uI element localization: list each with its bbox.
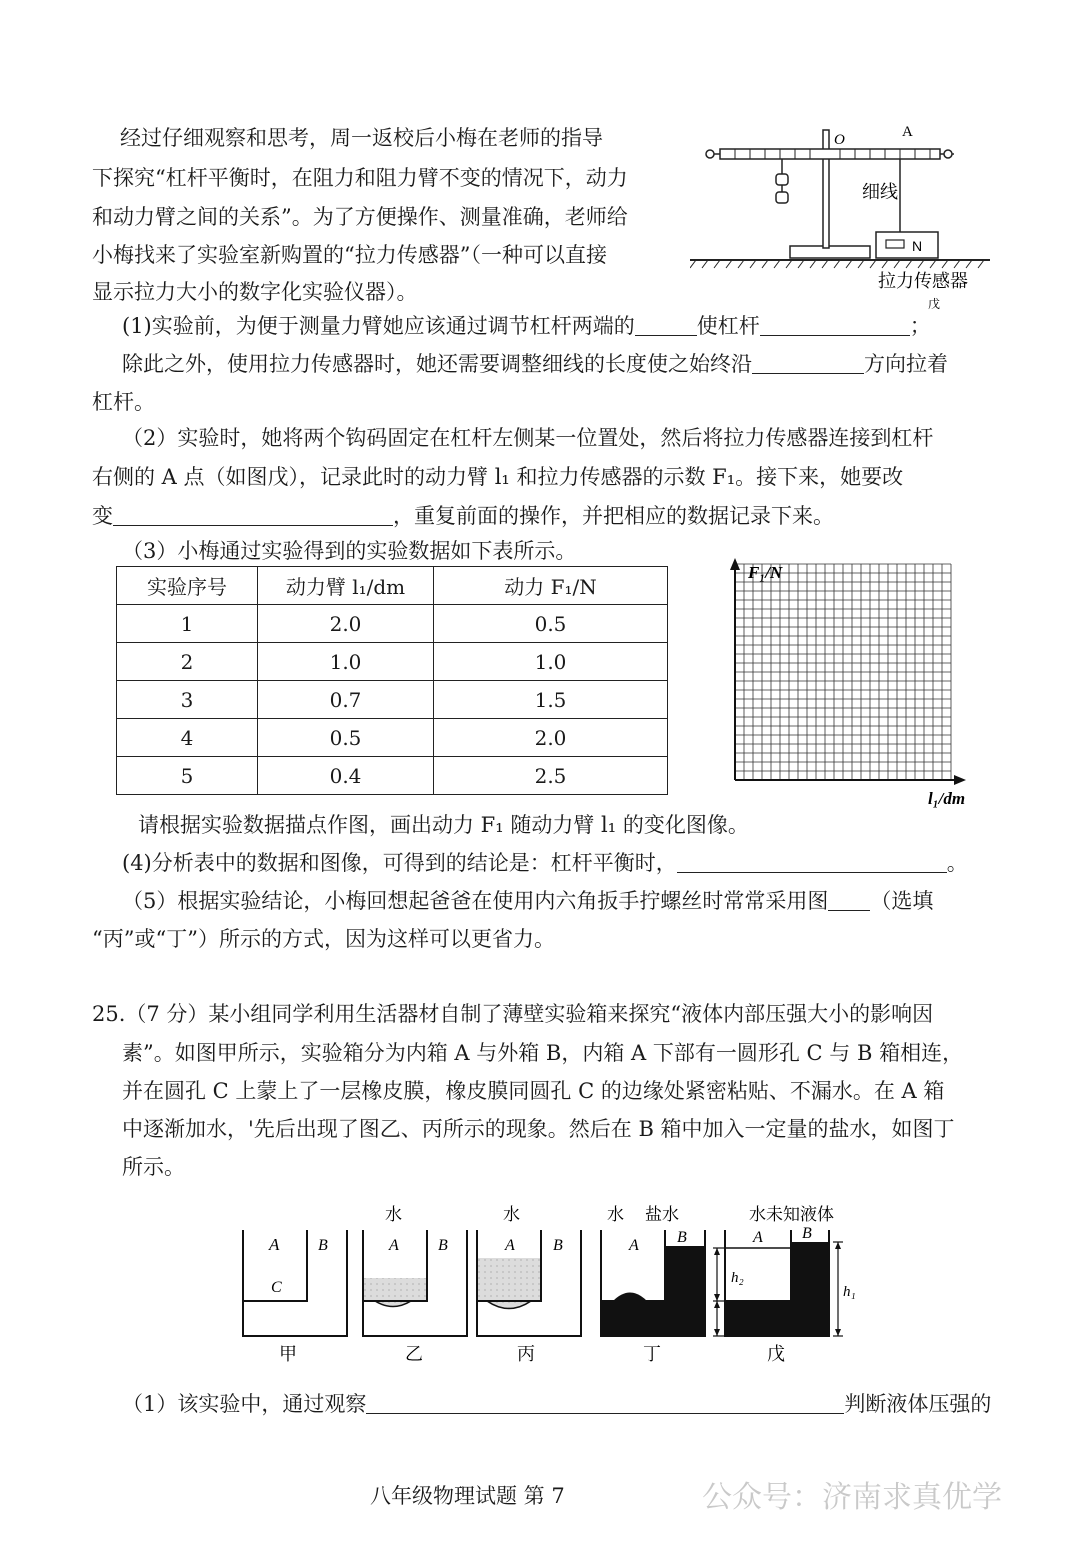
- table-cell: 0.5: [258, 719, 434, 757]
- tank-caption: 戊: [767, 1344, 785, 1365]
- table-header: 实验序号: [117, 567, 258, 605]
- tank-ding: [601, 1230, 705, 1336]
- q1-line-1: [122, 315, 931, 337]
- table-cell: 0.7: [258, 681, 434, 719]
- tank-label-a: A: [389, 1237, 399, 1254]
- q3-line-1: （3）小梅通过实验得到的实验数据如下表所示。: [122, 539, 577, 563]
- table-cell: 3: [117, 681, 258, 719]
- tank-figures: [225, 1198, 885, 1368]
- table-cell: 2.0: [434, 719, 668, 757]
- q25-1-blank[interactable]: [366, 1393, 844, 1414]
- tank-jia: [243, 1230, 347, 1336]
- table-header-row: [117, 567, 668, 605]
- q2-line3b: ，重复前面的操作，并把相应的数据记录下来。: [393, 504, 834, 528]
- tank-label-b: B: [802, 1225, 812, 1242]
- q25-line-2: 素”。如图甲所示，实验箱分为内箱 A 与外箱 B，内箱 A 下部有一圆形孔 C 与 B 箱相连，: [122, 1041, 964, 1065]
- tank-label-b: B: [318, 1237, 328, 1254]
- tank-bing: [477, 1230, 581, 1336]
- q5-line1b: （选填: [870, 889, 934, 913]
- table-cell: 1: [117, 605, 258, 643]
- figure-caption-sub: 戊: [928, 297, 941, 311]
- lever-figure: [690, 118, 1010, 313]
- q1-part3: ；: [909, 314, 931, 338]
- q25-line-5: 所示。: [122, 1155, 185, 1179]
- table-cell: 2.5: [434, 757, 668, 795]
- table-cell: 0.5: [434, 605, 668, 643]
- table-cell: 5: [117, 757, 258, 795]
- label-n: N: [912, 238, 923, 254]
- tank-label-c: C: [271, 1279, 282, 1296]
- q25-line-3: 并在圆孔 C 上蒙上了一层橡皮膜，橡皮膜同圆孔 C 的边缘处紧密粘贴、不漏水。在 A 箱: [122, 1079, 945, 1103]
- q1-blank-2[interactable]: [760, 315, 910, 336]
- table-row: [117, 681, 668, 719]
- q5-blank[interactable]: [828, 890, 870, 911]
- q2-blank[interactable]: [113, 505, 393, 526]
- q2-line-2: 右侧的 A 点（如图戊），记录此时的动力臂 l₁ 和拉力传感器的示数 F₁。接下来，她要改: [92, 465, 904, 489]
- tank-label-a: A: [753, 1229, 763, 1246]
- q1-blank-1[interactable]: [635, 315, 697, 336]
- q1-line2b: 方向拉着: [864, 352, 948, 376]
- table-cell: 2: [117, 643, 258, 681]
- tank-yi: [363, 1230, 467, 1336]
- q2-line-1: （2）实验时，她将两个钩码固定在杠杆左侧某一位置处，然后将拉力传感器连接到杠杆: [122, 426, 934, 450]
- label-o: O: [834, 132, 845, 148]
- q4-text: (4)分析表中的数据和图像，可得到的结论是：杠杆平衡时，: [122, 851, 677, 875]
- q25-line-4: 中逐渐加水，'先后出现了图乙、丙所示的现象。然后在 B 箱中加入一定量的盐水，如图丁: [122, 1117, 955, 1141]
- table-row: [117, 719, 668, 757]
- q25-line-1: 25.（7 分）某小组同学利用生活器材自制了薄壁实验箱来探究“液体内部压强大小的影响因: [92, 1002, 934, 1026]
- grid-x-label: l₁/dm: [928, 789, 966, 808]
- q5-line-1: [122, 890, 933, 912]
- grid-y-label: F₁/N: [748, 563, 783, 582]
- q1-part1: (1)实验前，为便于测量力臂她应该通过调节杠杆两端的: [122, 314, 635, 338]
- water-label: 水: [385, 1205, 402, 1225]
- intro-line-2: 下探究“杠杆平衡时，在阻力和阻力臂不变的情况下，动力: [92, 166, 628, 190]
- q1-part2: 使杠杆: [696, 314, 760, 338]
- table-header: 动力 F₁/N: [434, 567, 668, 605]
- intro-line-5: 显示拉力大小的数字化实验仪器）。: [92, 280, 418, 304]
- h1-label: h₁: [843, 1284, 856, 1300]
- table-row: [117, 643, 668, 681]
- label-thread: 细线: [862, 182, 898, 203]
- tank-caption: 丁: [643, 1344, 661, 1365]
- data-table: [116, 566, 668, 795]
- water-label: 水: [503, 1205, 520, 1225]
- tank-caption: 甲: [279, 1344, 297, 1365]
- label-a: A: [902, 124, 913, 140]
- table-cell: 4: [117, 719, 258, 757]
- q4-end: 。: [946, 851, 968, 875]
- q2-line-3: [92, 505, 834, 527]
- table-row: [117, 605, 668, 643]
- tank-label-a: A: [629, 1237, 639, 1254]
- water-label: 水: [607, 1205, 624, 1225]
- table-cell: 1.5: [434, 681, 668, 719]
- table-cell: 1.0: [434, 643, 668, 681]
- salt-water-label: 盐水: [645, 1205, 679, 1225]
- q4-blank[interactable]: [677, 852, 947, 873]
- q1-line-3: 杠杆。: [92, 390, 155, 414]
- q25-1-b: 判断液体压强的: [844, 1392, 992, 1416]
- table-row: [117, 757, 668, 795]
- q5-line1a: （5）根据实验结论，小梅回想起爸爸在使用内六角扳手拧螺丝时常常采用图: [122, 889, 829, 913]
- watermark: 公众号：济南求真优学: [702, 1480, 1002, 1515]
- unknown-liquid-label: 未知液体: [766, 1205, 834, 1225]
- tank-label-a: A: [269, 1235, 280, 1254]
- q25-1-a: （1）该实验中，通过观察: [122, 1392, 367, 1416]
- q4-line: [122, 852, 968, 874]
- intro-line-4: 小梅找来了实验室新购置的“拉力传感器”（一种可以直接: [92, 243, 607, 267]
- q25-1-line: [122, 1393, 991, 1415]
- tank-label-b: B: [553, 1237, 563, 1254]
- q3-after: 请根据实验数据描点作图，画出动力 F₁ 随动力臂 l₁ 的变化图像。: [138, 813, 749, 837]
- tank-label-b: B: [438, 1237, 448, 1254]
- table-cell: 0.4: [258, 757, 434, 795]
- q5-line-2: “丙”或“丁”）所示的方式，因为这样可以更省力。: [92, 927, 555, 951]
- intro-line-1: 经过仔细观察和思考，周一返校后小梅在老师的指导: [120, 126, 603, 150]
- h2-label: h₂: [731, 1270, 744, 1286]
- table-header: 动力臂 l₁/dm: [258, 567, 434, 605]
- q1-line-2: [122, 353, 948, 375]
- tank-caption: 乙: [405, 1344, 423, 1365]
- tank-label-a: A: [505, 1237, 515, 1254]
- plot-grid[interactable]: [718, 556, 1008, 812]
- q1-line2a: 除此之外，使用拉力传感器时，她还需要调整细线的长度使之始终沿: [122, 352, 752, 376]
- intro-line-3: 和动力臂之间的关系”。为了方便操作、测量准确，老师给: [92, 205, 628, 229]
- tank-caption: 丙: [517, 1344, 535, 1365]
- tank-label-b: B: [677, 1229, 687, 1246]
- table-cell: 1.0: [258, 643, 434, 681]
- water-label: 水: [749, 1205, 766, 1225]
- figure-caption: 拉力传感器: [878, 271, 968, 292]
- table-cell: 2.0: [258, 605, 434, 643]
- page-footer: 八年级物理试题 第 7: [370, 1484, 565, 1508]
- q2-line3a: 变: [92, 504, 113, 528]
- q1-blank-3[interactable]: [752, 353, 864, 374]
